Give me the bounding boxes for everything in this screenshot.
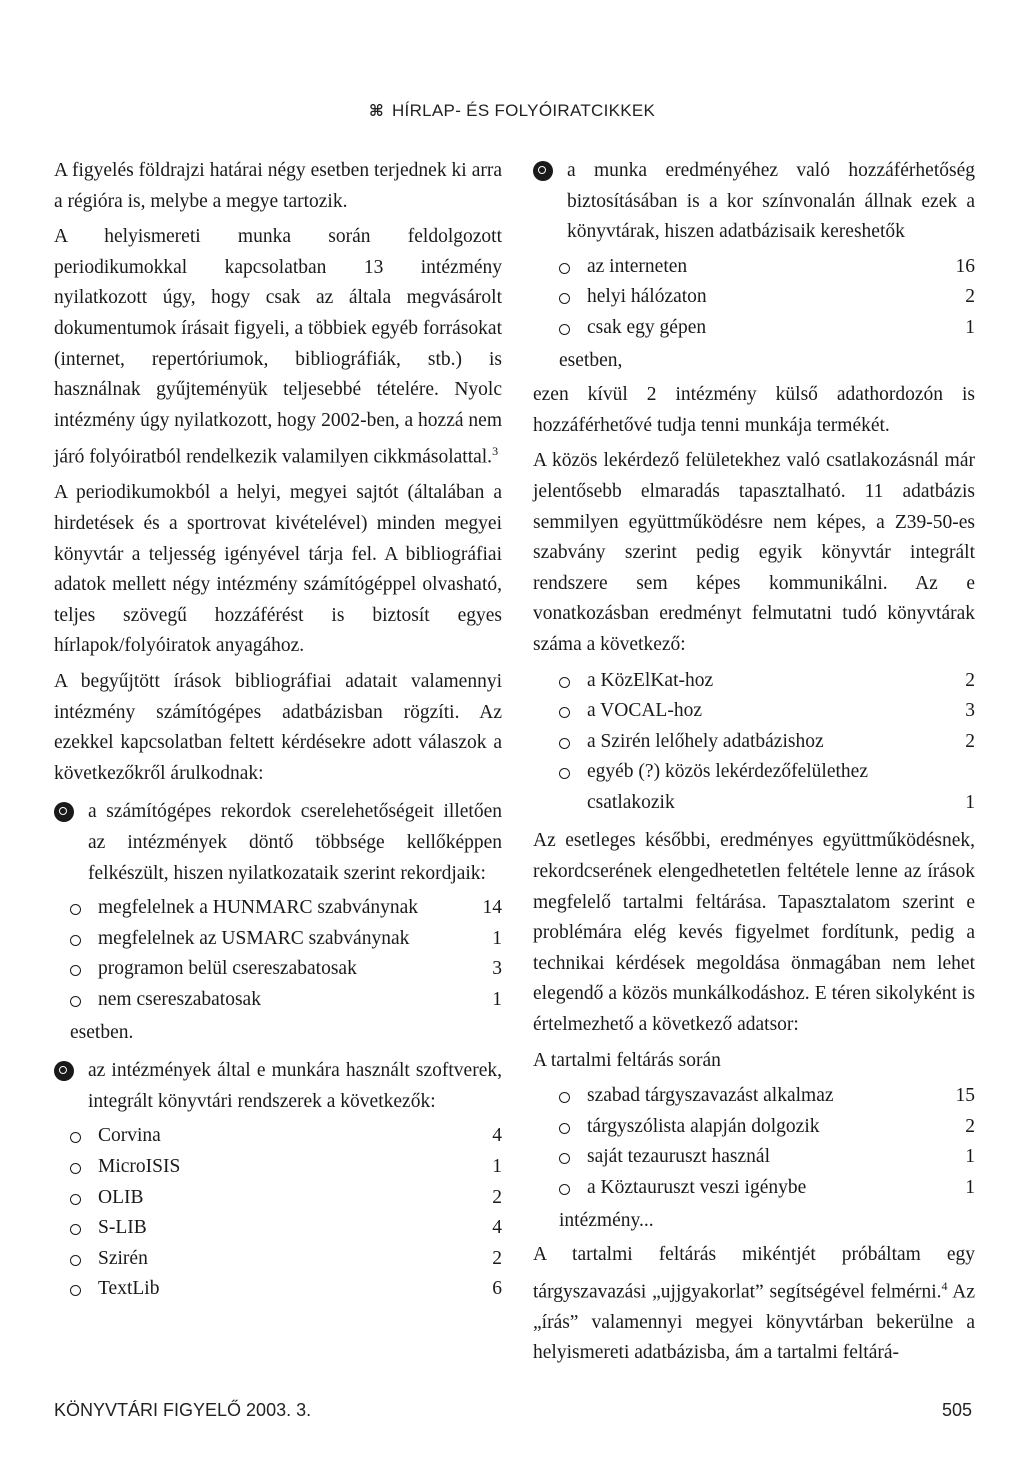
ring-bullet-icon <box>70 996 81 1007</box>
ring-bullet-icon <box>559 707 570 718</box>
list-item <box>559 757 975 788</box>
bullet-icon <box>54 802 74 822</box>
list-continuation: esetben. <box>70 1021 134 1043</box>
item-value: 6 <box>492 1278 502 1300</box>
list-item <box>559 1081 975 1112</box>
list-item <box>559 696 975 727</box>
item-label: Szirén <box>98 1247 148 1269</box>
journal-footer: KÖNYVTÁRI FIGYELŐ 2003. 3. <box>54 1400 312 1420</box>
item-value: 1 <box>492 988 502 1010</box>
bullet-text: a munka eredményéhez való hozzáférhetőség biztosításában is a kor színvonalán állnak ezek a könyvtárak, hiszen adatbázisaik kereshetők <box>567 160 975 243</box>
list-item <box>559 313 975 344</box>
paragraph: Az esetleges későbbi, eredményes együttműködésnek, rekordcserének elengedhetetlen feltétele lenne az írások megfelelő tartalmi feltárása. Tapasztalatom szerint e problémára elég kevés figyelmet fordítunk, pedig a technikai kérdések megoldása önmagában nem lehet elegendő a közös munkálkodáshoz. E téren sikolyként is értelmezhető a következő adatsor: <box>533 830 975 1036</box>
ring-bullet-icon <box>70 1132 81 1143</box>
item-value: 1 <box>965 791 975 813</box>
item-label: egyéb (?) közös lekérdezőfelülethez <box>587 761 868 783</box>
list-item <box>70 954 502 985</box>
item-label: csatlakozik <box>587 791 675 813</box>
item-label: S-LIB <box>98 1217 147 1239</box>
list-item <box>70 1121 502 1152</box>
item-value: 1 <box>965 1146 975 1168</box>
catalog-list <box>533 666 975 819</box>
list-item <box>559 727 975 758</box>
item-value: 2 <box>492 1186 502 1208</box>
footnote-ref: 4 <box>941 1278 948 1293</box>
ring-bullet-icon <box>559 293 570 304</box>
item-label: OLIB <box>98 1186 144 1208</box>
paragraph <box>54 222 502 473</box>
list-item <box>70 1244 502 1275</box>
bullet-item <box>533 156 975 248</box>
footnote-ref: 3 <box>492 444 499 459</box>
software-list <box>54 1121 502 1305</box>
item-label: megfelelnek a HUNMARC szabványnak <box>98 897 419 919</box>
running-header <box>0 101 1024 121</box>
item-value: 2 <box>965 1115 975 1137</box>
ring-bullet-icon <box>70 1194 81 1205</box>
ring-bullet-icon <box>559 677 570 688</box>
list-item <box>70 1213 502 1244</box>
header-title: HÍRLAP- ÉS FOLYÓIRATCIKKEK <box>391 101 656 120</box>
record-compat-list <box>54 893 502 1015</box>
list-item <box>70 1152 502 1183</box>
ring-bullet-icon <box>70 1255 81 1266</box>
list-continuation: esetben, <box>559 349 623 371</box>
bullet-text: a számítógépes rekordok cserelehetőségeit illetően az intézmények döntő többsége kellőképpen felkészült, hiszen nyilatkozataik szerint rekordjaik: <box>88 801 502 884</box>
paragraph: A tartalmi feltárás során <box>533 1049 721 1071</box>
ring-bullet-icon <box>559 1153 570 1164</box>
indexing-list <box>533 1081 975 1203</box>
ring-bullet-icon <box>70 965 81 976</box>
list-item <box>70 924 502 955</box>
item-value: 2 <box>965 730 975 752</box>
item-label: az interneten <box>587 255 688 277</box>
item-label: a KözElKat-hoz <box>587 669 714 691</box>
page-number: 505 <box>941 1400 972 1420</box>
item-value: 2 <box>965 669 975 691</box>
item-label: TextLib <box>98 1278 160 1300</box>
bullet-icon <box>533 161 553 181</box>
item-value: 15 <box>955 1085 975 1107</box>
item-label: a Szirén lelőhely adatbázishoz <box>587 730 824 752</box>
item-value: 1 <box>965 1177 975 1198</box>
paragraph-text: A tartalmi feltárás mikéntjét próbáltam egy tárgyszavazási „ujjgyakorlat” segítségével felmérni. <box>533 1244 975 1303</box>
bullet-text: az intézmények által e munkára használt szoftverek, integrált könyvtári rendszerek a következők: <box>88 1060 502 1112</box>
paragraph <box>533 1240 975 1369</box>
list-item <box>559 666 975 697</box>
ring-bullet-icon <box>559 738 570 749</box>
bullet-item <box>54 1056 502 1117</box>
ring-bullet-icon <box>559 1184 570 1195</box>
item-label: Corvina <box>98 1125 161 1147</box>
list-item <box>559 1173 975 1204</box>
item-label: a VOCAL-hoz <box>587 700 702 722</box>
item-label: megfelelnek az USMARC szabványnak <box>98 927 410 949</box>
list-item <box>70 1274 502 1305</box>
paragraph: A periodikumokból a helyi, megyei sajtót (általában a hirdetések és a sportrovat kivételével) minden megyei könyvtár a teljesség igényével tárja fel. A bibliográfiai adatok mellett négy intézmény számítógéppel olvasható, teljes szövegű hozzáférést is biztosít egyes hírlapok/folyóiratok anyagához. <box>54 482 502 657</box>
paragraph-text: A helyismereti munka során feldolgozott periodikumokkal kapcsolatban 13 intézmény nyilatkozott úgy, hogy csak az általa megvásárolt dokumentumok írásait figyeli, a többiek egyéb forrásokat (internet, repertóriumok, bibliográfiák, stb.) is használnak gyűjteményük teljesebbé tételére. Nyolc intézmény úgy nyilatkozott, hogy 2002-ben, a hozzá nem járó folyóiratból rendelkezik valamilyen cikkmásolattal. <box>54 226 502 468</box>
list-item <box>559 788 975 819</box>
paragraph: A begyűjtött írások bibliográfiai adatait valamennyi intézmény számítógépes adatbázisban rögzíti. Az ezekkel kapcsolatban feltett kérdésekre adott válaszok a következőkről árulkodnak: <box>54 671 502 784</box>
list-item <box>70 1183 502 1214</box>
paragraph: A figyelés földrajzi határai négy esetben terjednek ki arra a régióra is, melybe a megye tartozik. <box>54 160 502 212</box>
item-value: 3 <box>492 958 502 980</box>
item-value: 4 <box>492 1217 502 1239</box>
item-value: 14 <box>482 897 502 919</box>
item-value: 16 <box>955 255 975 277</box>
item-value: 3 <box>965 700 975 722</box>
paragraph: ezen kívül 2 intézmény külső adathordozón is hozzáférhetővé tudja tenni munkája termékét. <box>533 384 975 436</box>
ring-bullet-icon <box>559 263 570 274</box>
item-label: programon belül csereszabatosak <box>98 958 357 980</box>
item-label: a Köztauruszt veszi igénybe <box>587 1177 807 1198</box>
item-value: 1 <box>492 1155 502 1177</box>
list-continuation: intézmény... <box>559 1209 654 1231</box>
bullet-icon <box>54 1061 74 1081</box>
item-label: csak egy gépen <box>587 316 707 338</box>
ring-bullet-icon <box>70 904 81 915</box>
item-label: tárgyszólista alapján dolgozik <box>587 1115 820 1137</box>
ring-bullet-icon <box>70 1224 81 1235</box>
item-label: saját tezauruszt használ <box>587 1146 770 1168</box>
ring-bullet-icon <box>70 1163 81 1174</box>
ring-bullet-icon <box>559 324 570 335</box>
paragraph: A közös lekérdező felületekhez való csatlakozásnál már jelentősebb elmaradás tapasztalható. 11 adatbázis semmilyen együttműködésre nem képes, a Z39-50-es szabvány szerint pedig egyik könyvtár integrált rendszere sem képes kommunikálni. Az e vonatkozásban eredményt felmutatni tudó könyvtárak száma a következő: <box>533 450 975 655</box>
list-item <box>559 1112 975 1143</box>
ring-bullet-icon <box>559 768 570 779</box>
list-item <box>559 282 975 313</box>
item-value: 1 <box>492 927 502 949</box>
list-item <box>559 1142 975 1173</box>
paragraph-text: Az „írás” valamennyi megyei könyvtárban bekerülne a helyismereti adatbázisba, ám a tartalmi feltárá- <box>533 1281 975 1364</box>
item-value: 4 <box>492 1125 502 1147</box>
item-label: szabad tárgyszavazást alkalmaz <box>587 1085 834 1107</box>
ring-bullet-icon <box>70 935 81 946</box>
item-label: MicroISIS <box>98 1155 181 1177</box>
ring-bullet-icon <box>559 1092 570 1103</box>
left-column <box>54 156 502 1307</box>
bullet-item <box>54 797 502 889</box>
header-symbol-icon: ⌘ <box>368 103 384 120</box>
access-list <box>533 252 975 344</box>
item-label: nem csereszabatosak <box>98 988 261 1010</box>
list-item <box>70 893 502 924</box>
item-value: 1 <box>965 316 975 338</box>
list-item <box>559 252 975 283</box>
ring-bullet-icon <box>559 1123 570 1134</box>
item-label: helyi hálózaton <box>587 286 707 308</box>
list-item <box>70 985 502 1016</box>
item-value: 2 <box>492 1247 502 1269</box>
ring-bullet-icon <box>70 1285 81 1296</box>
item-value: 2 <box>965 286 975 308</box>
right-column <box>533 156 975 1374</box>
